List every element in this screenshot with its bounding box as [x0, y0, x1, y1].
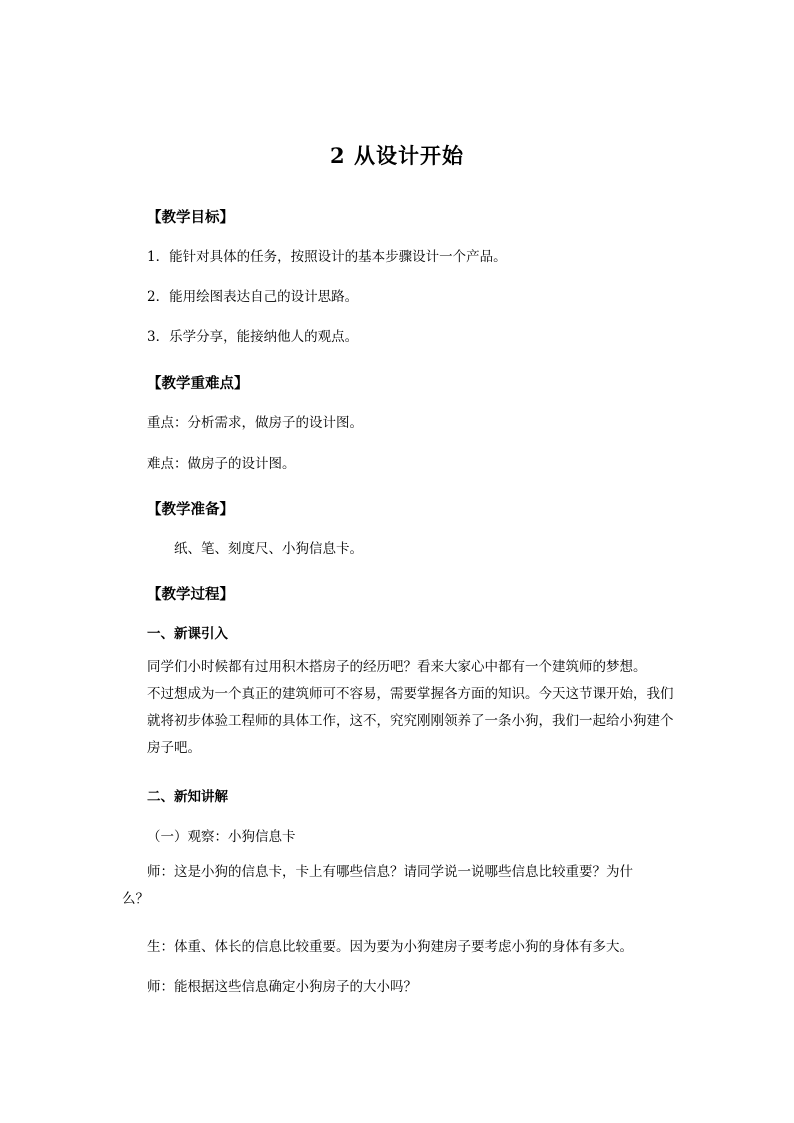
preparation-text: 纸、笔、刻度尺、小狗信息卡。: [174, 541, 363, 557]
key-point-item-1: 重点：分析需求，做房子的设计图。: [147, 415, 363, 431]
section-heading-process: 【教学过程】: [147, 586, 234, 603]
intro-paragraph: [147, 654, 672, 762]
goal-item-2: 2．能用绘图表达自己的设计思路。: [147, 289, 359, 305]
key-point-item-2: 难点：做房子的设计图。: [147, 456, 296, 472]
goal-item-1: 1．能针对具体的任务，按照设计的基本步骤设计一个产品。: [147, 249, 507, 265]
subsection-heading-intro: 一、新课引入: [147, 626, 228, 642]
subsection-heading-new-knowledge: 二、新知讲解: [147, 789, 228, 805]
teacher-question-1: [122, 859, 672, 913]
teacher-question-2: 师：能根据这些信息确定小狗房子的大小吗？: [147, 979, 417, 995]
goal-item-3: 3．乐学分享，能接纳他人的观点。: [147, 329, 359, 345]
intro-line-1: 同学们小时候都有过用积木搭房子的经历吧？看来大家心中都有一个建筑师的梦想。: [147, 659, 647, 675]
intro-line-2: 不过想成为一个真正的建筑师可不容易，需要掌握各方面的知识。今天这节课开始，我们: [147, 686, 674, 702]
teacher-question-1-line-2: 么？: [122, 891, 149, 907]
page-title: 2 从设计开始: [330, 143, 464, 168]
section-heading-goals: 【教学目标】: [147, 209, 234, 226]
intro-line-4: 房子吧。: [147, 740, 201, 756]
intro-line-3: 就将初步体验工程师的具体工作，这不，究究刚刚领养了一条小狗，我们一起给小狗建个: [147, 713, 674, 729]
observation-subheading: （一）观察：小狗信息卡: [147, 829, 296, 845]
section-heading-key-points: 【教学重难点】: [147, 375, 249, 392]
student-answer-1: 生：体重、体长的信息比较重要。因为要为小狗建房子要考虑小狗的身体有多大。: [147, 939, 633, 955]
teacher-question-1-line-1: 师：这是小狗的信息卡，卡上有哪些信息？请同学说一说哪些信息比较重要？为什: [147, 864, 633, 880]
section-heading-preparation: 【教学准备】: [147, 501, 234, 518]
